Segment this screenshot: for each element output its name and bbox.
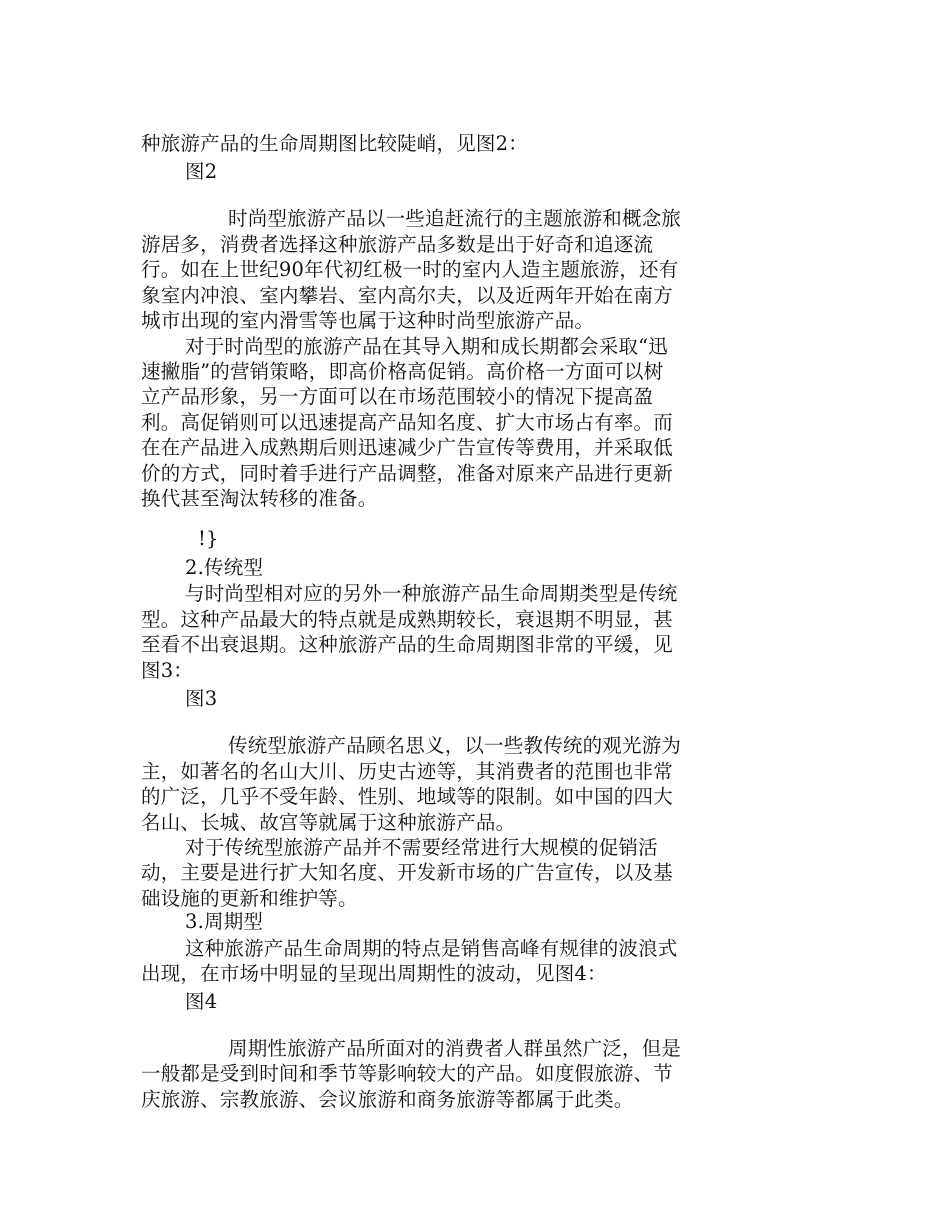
paragraph-line: 至看不出衰退期。这种旅游产品的生命周期图非常的平缓，见	[141, 633, 673, 656]
figure-caption-3: 图3	[185, 687, 218, 710]
paragraph-line: 利。高促销则可以迅速提高产品知名度、扩大市场占有率。而	[141, 411, 673, 434]
paragraph-line: 庆旅游、宗教旅游、会议旅游和商务旅游等都属于此类。	[141, 1088, 634, 1111]
paragraph-line: 时尚型旅游产品以一些追赶流行的主题旅游和概念旅	[228, 207, 682, 230]
paragraph-line: 主，如著名的名山大川、历史古迹等，其消费者的范围也非常	[141, 760, 673, 783]
stray-characters: !}	[198, 527, 219, 550]
section-heading-traditional: 2.传统型	[185, 556, 264, 579]
paragraph-line: 立产品形象，另一方面可以在市场范围较小的情况下提高盈	[141, 385, 654, 408]
section-heading-periodic: 3.周期型	[185, 910, 264, 933]
paragraph-line: 周期性旅游产品所面对的消费者人群虽然广泛，但是	[228, 1037, 682, 1060]
paragraph-line: 传统型旅游产品顾名思义，以一些教传统的观光游为	[228, 734, 682, 757]
paragraph-line: 价的方式，同时着手进行产品调整，准备对原来产品进行更新	[141, 462, 673, 485]
paragraph-line: 与时尚型相对应的另外一种旅游产品生命周期类型是传统	[185, 582, 678, 605]
paragraph-line: 础设施的更新和维护等。	[141, 887, 358, 910]
paragraph-line: 一般都是受到时间和季节等影响较大的产品。如度假旅游、节	[141, 1062, 673, 1085]
paragraph-line: 出现，在市场中明显的呈现出周期性的波动，见图4：	[141, 962, 607, 985]
paragraph-line: 速撇脂”的营销策略，即高价格高促销。高价格一方面可以树	[141, 360, 664, 383]
paragraph-line: 城市出现的室内滑雪等也属于这种时尚型旅游产品。	[141, 309, 595, 332]
figure-caption-2: 图2	[185, 160, 218, 183]
paragraph-line: 对于传统型旅游产品并不需要经常进行大规模的促销活	[185, 836, 658, 859]
paragraph-line: 象室内冲浪、室内攀岩、室内高尔夫，以及近两年开始在南方	[141, 284, 673, 307]
paragraph-line: 这种旅游产品生命周期的特点是销售高峰有规律的波浪式	[185, 937, 678, 960]
paragraph-line: 对于时尚型的旅游产品在其导入期和成长期都会采取“迅	[185, 335, 668, 358]
paragraph-line: 名山、长城、故宫等就属于这种旅游产品。	[141, 811, 516, 834]
paragraph-line: 型。这种产品最大的特点就是成熟期较长，衰退期不明显，甚	[141, 608, 673, 631]
paragraph-line: 种旅游产品的生命周期图比较陡峭，见图2：	[141, 132, 528, 155]
paragraph-line: 图3：	[141, 659, 194, 682]
paragraph-line: 的广泛，几乎不受年龄、性别、地域等的限制。如中国的四大	[141, 785, 673, 808]
figure-caption-4: 图4	[185, 990, 218, 1013]
paragraph-line: 动，主要是进行扩大知名度、开发新市场的广告宣传，以及基	[141, 861, 673, 884]
paragraph-line: 换代甚至淘汰转移的准备。	[141, 487, 378, 510]
paragraph-line: 在在产品进入成熟期后则迅速减少广告宣传等费用，并采取低	[141, 436, 673, 459]
paragraph-line: 行。如在上世纪90年代初红极一时的室内人造主题旅游，还有	[141, 258, 679, 281]
paragraph-line: 游居多，消费者选择这种旅游产品多数是出于好奇和追逐流	[141, 233, 654, 256]
